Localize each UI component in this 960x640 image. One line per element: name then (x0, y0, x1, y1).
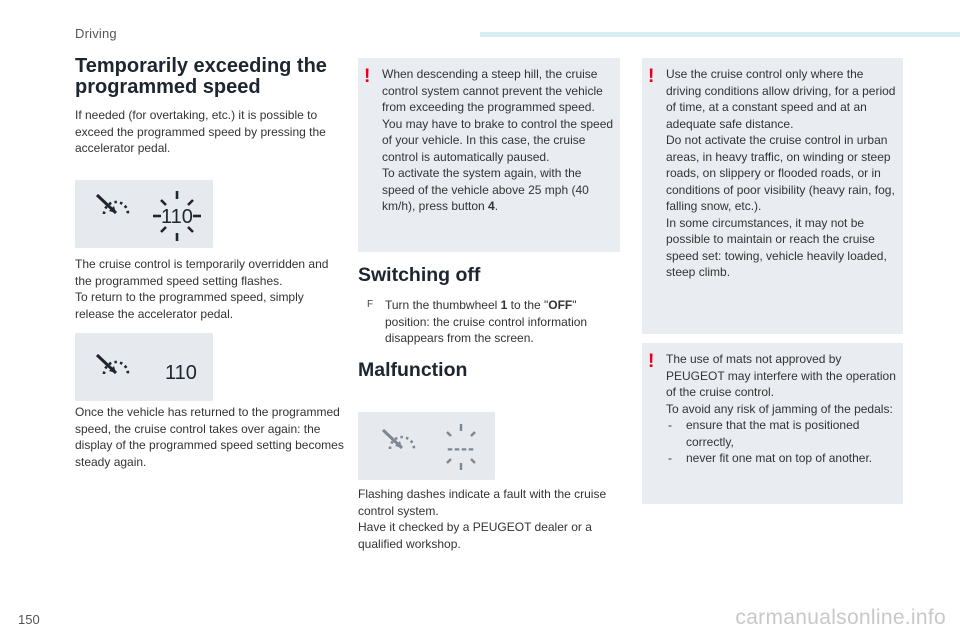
warning-text (666, 351, 897, 467)
paragraph-resume: Once the vehicle has returned to the programmed speed, the cruise control takes over again: the display of the programmed speed setting becomes steady again. (75, 405, 344, 469)
cruise-control-speedometer-icon (75, 333, 213, 401)
cruise-control-speedometer-icon (75, 180, 213, 248)
mats-line-1: The use of mats not approved by PEUGEOT may interfere with the operation of the cruise control. (666, 352, 896, 399)
heading-malfunction: Malfunction (358, 359, 468, 381)
display-steady-speed (75, 333, 213, 401)
display-malfunction (358, 412, 495, 480)
header-accent-bar (480, 32, 960, 37)
list-item: - never fit one mat on top of another. (668, 451, 873, 465)
override-line-1: The cruise control is temporarily overridden and the programmed speed setting flashes. (75, 257, 329, 288)
warning-line-1: When descending a steep hill, the cruise control system cannot prevent the vehicle from exceeding the programmed speed. (382, 67, 603, 114)
warning-line-3: To activate the system again, with the speed of the vehicle above 25 mph (40 km/h), press button 4. (382, 166, 589, 213)
page-number: 150 (18, 612, 40, 627)
conditions-line-1: Use the cruise control only where the driving conditions allow driving, for a period of time, at a constant speed and at an adequate safe distance. (666, 67, 896, 131)
conditions-line-3: In some circumstances, it may not be possible to maintain or reach the cruise speed set: towing, vehicle heavily loaded, steep climb. (666, 215, 887, 279)
heading-switching-off: Switching off (358, 264, 481, 286)
watermark: carmanualsonline.info (735, 606, 946, 629)
fault-dashes-readout: ---- (447, 438, 475, 458)
speed-readout-steady: 110 (165, 362, 197, 384)
display-flashing-speed (75, 180, 213, 248)
mats-list (666, 417, 897, 467)
paragraph-override (75, 256, 345, 322)
warning-box-conditions (642, 58, 903, 334)
mats-line-2: To avoid any risk of jamming of the pedals: (666, 401, 893, 416)
warning-text (666, 66, 897, 281)
list-item: - ensure that the mat is positioned correctly, (668, 418, 860, 449)
warning-exclamation-icon: ! (648, 66, 655, 87)
override-line-2: To return to the programmed speed, simply release the accelerator pedal. (75, 290, 304, 321)
column-1 (75, 56, 345, 98)
switching-off-instruction: F Turn the thumbwheel 1 to the "OFF" position: the cruise control information disappears from the screen. (367, 298, 588, 345)
cruise-control-fault-icon (358, 412, 495, 480)
bullet-arrow-icon: F (367, 299, 374, 310)
paragraph-malfunction (358, 486, 620, 552)
warning-line-2: You may have to brake to control the speed of your vehicle. In this case, the cruise control is automatically paused. (382, 116, 614, 164)
section-header: Driving (75, 26, 117, 41)
warning-exclamation-icon: ! (648, 351, 655, 372)
warning-box-descending (358, 58, 620, 252)
speed-readout-flashing: 110 (161, 206, 193, 228)
malfunction-line-2: Have it checked by a PEUGEOT dealer or a qualified workshop. (358, 520, 592, 551)
warning-text (382, 66, 614, 215)
heading-exceeding-speed: Temporarily exceeding the programmed speed (75, 55, 327, 98)
conditions-line-2: Do not activate the cruise control in urban areas, in heavy traffic, on winding or steep roads, on slippery or flooded roads, or in conditions of poor visibility (heavy rain, fog, falling snow, etc.). (666, 133, 895, 213)
malfunction-line-1: Flashing dashes indicate a fault with the cruise control system. (358, 487, 607, 518)
paragraph-exceed-intro: If needed (for overtaking, etc.) it is possible to exceed the programmed speed by pressing the accelerator pedal. (75, 108, 326, 155)
warning-box-mats (642, 343, 903, 504)
warning-exclamation-icon: ! (364, 66, 371, 87)
